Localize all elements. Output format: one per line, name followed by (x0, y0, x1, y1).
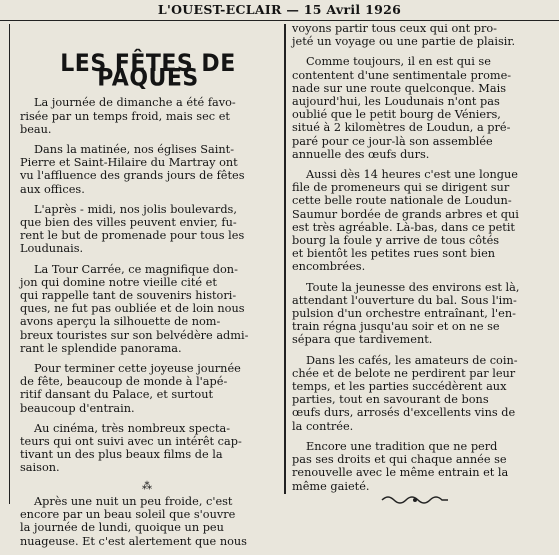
text-line: est très agréable. Là-bas, dans ce petit (292, 220, 515, 234)
text-line: tivant un des plus beaux films de la (20, 448, 223, 462)
text-line: nuageuse. Et c'est alertement que nous (20, 534, 247, 548)
text-line: L'après - midi, nos jolis boulevards, (34, 202, 237, 216)
text-line: paré pour ce jour-là son assemblée (292, 134, 493, 148)
right-paragraphs (292, 22, 548, 493)
text-line: saison. (20, 461, 60, 475)
text-line: Pierre et Saint-Hilaire du Martray ont (20, 156, 238, 170)
paragraph (20, 362, 276, 415)
text-line: Toute la jeunesse des environs est là, (306, 280, 520, 294)
paragraph (20, 203, 276, 256)
text-line: avons aperçu la silhouette de nom- (20, 315, 221, 329)
article-title: LES FÊTES DE PAQUES (60, 50, 236, 93)
text-line: Dans les cafés, les amateurs de coin- (306, 353, 518, 367)
column-divider (284, 24, 286, 494)
paragraph (292, 281, 548, 347)
text-line: contentent d'une sentimentale prome- (292, 68, 512, 82)
paragraph (20, 263, 276, 355)
text-line: la journée de lundi, quoique un peu (20, 521, 224, 535)
text-line: temps, et les parties succédèrent aux (292, 380, 507, 394)
text-line: encore par un beau soleil que s'ouvre (20, 508, 236, 522)
text-line: que bien des villes peuvent envier, fu- (20, 216, 237, 230)
text-line: pulsion d'un orchestre entraînant, l'en- (292, 307, 516, 321)
text-line: La Tour Carrée, ce magnifique don- (34, 262, 238, 276)
paragraph (292, 440, 548, 493)
text-line: bourg la foule y arrive de tous côtés (292, 234, 500, 248)
text-line: aujourd'hui, les Loudunais n'ont pas (292, 95, 500, 109)
text-line: rent le but de promenade pour tous les (20, 229, 245, 243)
paragraph (20, 96, 276, 136)
text-line: qui rappelle tant de souvenirs histori- (20, 289, 237, 303)
text-line: Après une nuit un peu froide, c'est (34, 494, 233, 508)
left-border (9, 24, 10, 504)
text-line: œufs durs, arrosés d'excellents vins de (292, 406, 516, 420)
text-line: Dans la matinée, nos églises Saint- (34, 143, 235, 157)
newspaper-masthead: L'OUEST-ECLAIR — 15 Avril 1926 (157, 2, 402, 17)
text-line: la contrée. (292, 419, 354, 433)
text-line: Comme toujours, il en est qui se (306, 55, 491, 69)
paragraph (20, 143, 276, 196)
text-line: même gaieté. (292, 479, 370, 493)
text-line: aux offices. (20, 182, 85, 196)
text-line: risée par un temps froid, mais sec et (20, 109, 230, 123)
left-paragraphs (20, 96, 276, 474)
header-rule (0, 20, 559, 21)
adjacent-column-fragment (0, 0, 9, 515)
paragraph (292, 168, 548, 274)
text-line: sépara que tardivement. (292, 333, 433, 347)
text-line: attendant l'ouverture du bal. Sous l'im- (292, 293, 517, 307)
text-line: Saumur bordée de grands arbres et qui (292, 207, 519, 221)
paragraph (292, 22, 548, 48)
text-line: situé à 2 kilomètres de Loudun, a pré- (292, 121, 511, 135)
paragraph (20, 422, 276, 475)
text-line: train régna jusqu'au soir et on ne se (292, 320, 500, 334)
text-line: de fête, beaucoup de monde à l'apé- (20, 375, 228, 389)
text-line: teurs qui ont suivi avec un intérêt cap- (20, 435, 242, 449)
text-line: jon qui domine notre vieille cité et (20, 275, 217, 289)
section-separator: ⁂ (142, 480, 154, 492)
text-line: vu l'affluence des grands jours de fêtes (20, 169, 245, 183)
text-line: Encore une tradition que ne perd (306, 439, 498, 453)
text-line: voyons partir tous ceux qui ont pro- (292, 22, 497, 35)
text-line: Pour terminer cette joyeuse journée (34, 362, 241, 376)
text-line: oublié que le petit bourg de Véniers, (292, 108, 501, 122)
text-line: encombrées. (292, 260, 366, 274)
text-line: breux touristes sur son belvédère admi- (20, 328, 249, 342)
text-line: renouvelle avec le même entrain et la (292, 466, 509, 480)
paragraph (292, 55, 548, 161)
text-line: annuelle des œufs durs. (292, 147, 430, 161)
text-line: et bientôt les petites rues sont bien (292, 247, 496, 261)
text-line: Au cinéma, très nombreux specta- (34, 421, 231, 435)
text-line: Aussi dès 14 heures c'est une longue (306, 168, 518, 182)
text-line: beau. (20, 122, 52, 136)
text-line: La journée de dimanche a été favo- (34, 96, 236, 110)
left-after-paragraphs (20, 495, 276, 548)
text-line: chée et de belote ne perdirent par leur (292, 366, 516, 380)
text-line: beaucoup d'entrain. (20, 401, 135, 415)
text-line: cette belle route nationale de Loudun- (292, 194, 512, 208)
text-line: parties, tout en savourant de bons (292, 393, 489, 407)
text-line: jeté un voyage ou une partie de plaisir. (292, 35, 516, 49)
paragraph (292, 354, 548, 433)
text-line: nade sur une route quelconque. Mais (292, 81, 507, 95)
text-line: ques, ne fut pas oubliée et de loin nous (20, 302, 245, 316)
paragraph (20, 495, 276, 548)
article-right-column (292, 22, 548, 500)
text-line: rant le splendide panorama. (20, 341, 182, 355)
text-line: Loudunais. (20, 242, 84, 256)
article-left-column (20, 24, 276, 555)
text-line: pas ses droits et qui chaque année se (292, 453, 507, 467)
text-line: file de promeneurs qui se dirigent sur (292, 181, 510, 195)
end-ornament (380, 493, 450, 507)
text-line: ritif dansant du Palace, et surtout (20, 388, 214, 402)
